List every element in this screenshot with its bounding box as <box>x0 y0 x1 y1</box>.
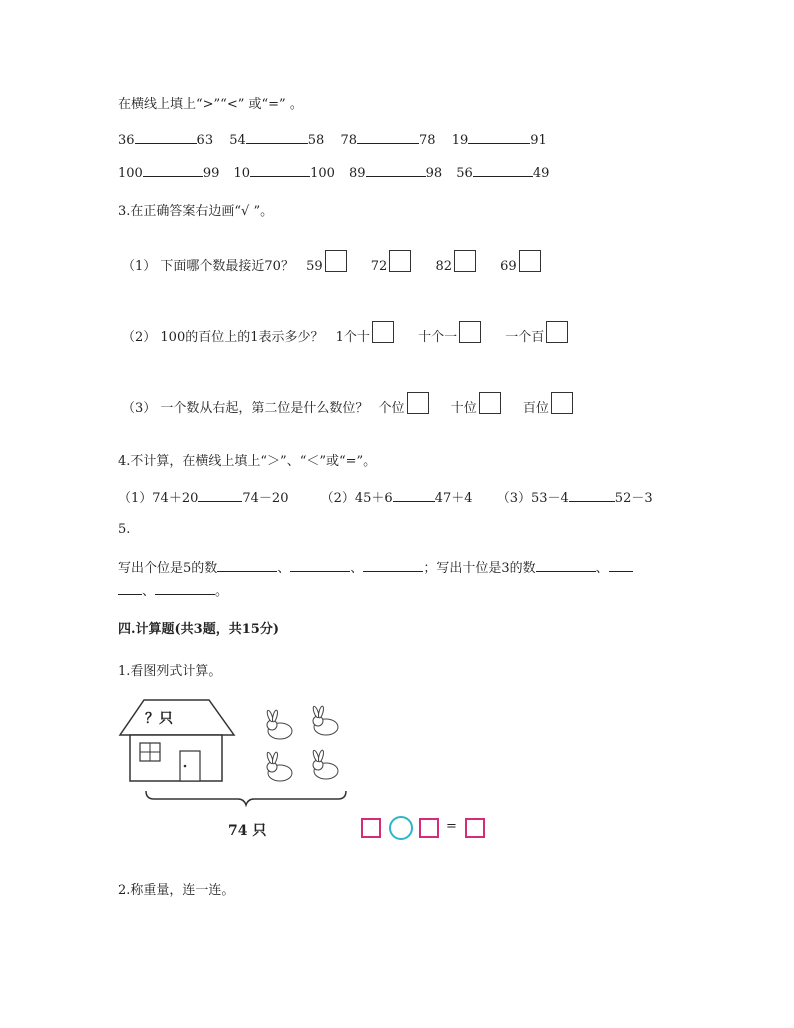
compare-item: 54 58 <box>229 133 325 148</box>
check-box[interactable] <box>479 392 501 414</box>
option: 百位 <box>523 392 573 416</box>
compare-item: 10 100 <box>233 166 335 181</box>
check-box[interactable] <box>372 321 394 343</box>
check-box[interactable] <box>546 321 568 343</box>
rabbit-icon <box>312 750 338 779</box>
option: 个位 <box>379 392 429 416</box>
answer-blank[interactable] <box>155 593 215 595</box>
q4-item-1: （1）74＋20 74－20 <box>118 491 289 506</box>
answer-blank[interactable] <box>246 142 308 144</box>
answer-blank[interactable] <box>468 142 530 144</box>
q4-title: 4.不计算，在横线上填上“＞”、“＜”或“=”。 <box>118 454 377 469</box>
option: 82 <box>435 250 476 274</box>
calc1-title: 1.看图列式计算。 <box>118 664 222 679</box>
option: 1个十 <box>336 321 394 345</box>
equals-sign: = <box>446 819 457 834</box>
check-box[interactable] <box>325 250 347 272</box>
compare-row-2 <box>118 166 557 181</box>
q4-item-3: （3）53－4 52－3 <box>496 491 653 506</box>
calc2-title: 2.称重量，连一连。 <box>118 883 235 898</box>
compare-item: 78 78 <box>340 133 436 148</box>
answer-blank[interactable] <box>536 570 596 572</box>
q5-line-1: 写出个位是5的数 、 、 ；写出十位是3的数 、 <box>118 557 633 576</box>
option: 十位 <box>451 392 501 416</box>
rabbit-icon <box>266 752 292 781</box>
check-box[interactable] <box>551 392 573 414</box>
answer-blank[interactable] <box>393 500 435 502</box>
answer-blank[interactable] <box>473 175 533 177</box>
option: 59 <box>306 250 347 274</box>
answer-blank[interactable] <box>569 500 615 502</box>
check-box[interactable] <box>454 250 476 272</box>
compare-item: 100 99 <box>118 166 220 181</box>
answer-blank[interactable] <box>198 500 242 502</box>
answer-blank[interactable] <box>118 593 142 595</box>
rabbit-icon <box>266 710 292 739</box>
q5-title: 5. <box>118 522 131 537</box>
check-box[interactable] <box>519 250 541 272</box>
answer-box[interactable] <box>419 818 439 838</box>
q5-line-2: 、 。 <box>118 580 228 599</box>
q4-items <box>118 487 661 506</box>
option: 一个百 <box>505 321 568 345</box>
q3-item-1: （1） 下面哪个数最接近70？ 59 72 82 69 <box>122 250 553 274</box>
option: 十个一 <box>418 321 481 345</box>
answer-blank[interactable] <box>363 570 423 572</box>
answer-blank[interactable] <box>135 142 197 144</box>
compare-row-1 <box>118 133 555 148</box>
answer-blank[interactable] <box>217 570 277 572</box>
house-label: ？只 <box>145 711 173 727</box>
option: 72 <box>371 250 412 274</box>
compare-item: 19 91 <box>451 133 547 148</box>
q2-instruction: 在横线上填上“>”“<” 或“=” 。 <box>118 97 303 112</box>
q3-item-3: （3） 一个数从右起，第二位是什么数位？ 个位 十位 百位 <box>122 392 585 416</box>
answer-blank[interactable] <box>290 570 350 572</box>
section-title: 四.计算题(共3题，共15分) <box>118 622 279 637</box>
compare-item: 56 49 <box>456 166 550 181</box>
rabbit-icon <box>312 706 338 735</box>
answer-blank[interactable] <box>357 142 419 144</box>
door-icon <box>180 751 200 781</box>
house-roof <box>120 700 234 735</box>
answer-blank[interactable] <box>250 175 310 177</box>
answer-box[interactable] <box>361 818 381 838</box>
check-box[interactable] <box>407 392 429 414</box>
check-box[interactable] <box>459 321 481 343</box>
q3-item-2: （2） 100的百位上的1表示多少？ 1个十 十个一 一个百 <box>122 321 580 345</box>
total-label: 74 只 <box>228 823 267 839</box>
answer-blank[interactable] <box>609 570 633 572</box>
answer-box[interactable] <box>465 818 485 838</box>
compare-item: 36 63 <box>118 133 214 148</box>
answer-blank[interactable] <box>366 175 426 177</box>
q4-item-2: （2）45＋6 47＋4 <box>320 491 473 506</box>
q3-title: 3.在正确答案右边画“√ ”。 <box>118 204 274 219</box>
operator-circle[interactable] <box>389 816 413 840</box>
bracket <box>146 791 346 805</box>
check-box[interactable] <box>389 250 411 272</box>
compare-item: 89 98 <box>349 166 443 181</box>
option: 69 <box>500 250 541 274</box>
answer-blank[interactable] <box>143 175 203 177</box>
